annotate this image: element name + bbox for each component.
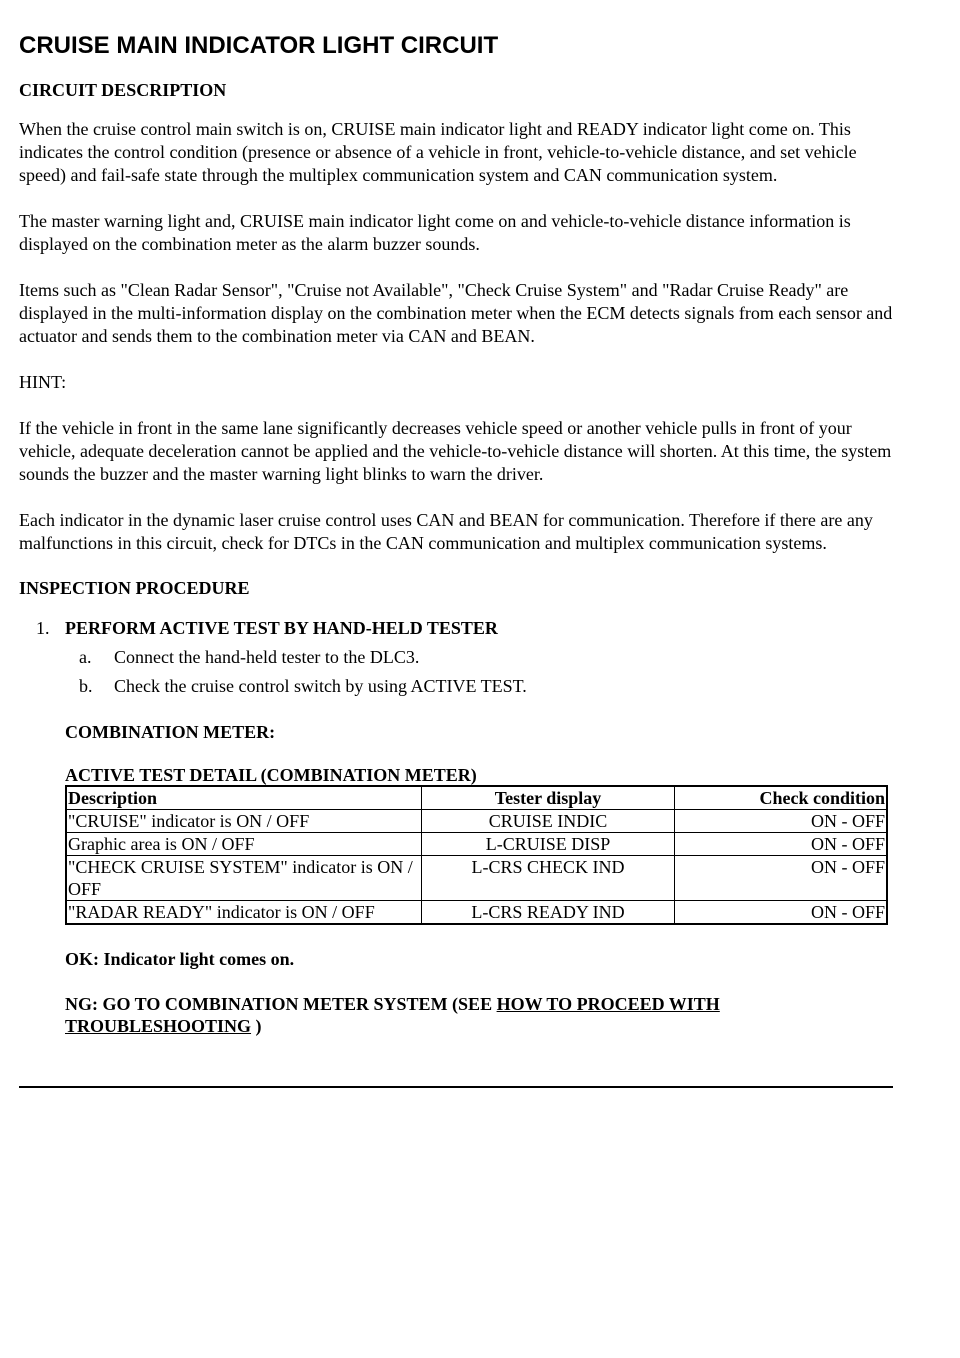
substep-b — [79, 675, 894, 698]
substep-letter: a. — [79, 647, 92, 667]
display-paragraph: Items such as "Clean Radar Sensor", "Cruise not Available", "Check Cruise System" and "Radar Cruise Ready" are displayed in the multi-information display on the combination meter when the ECM detects signals from each sensor and actuator and sends them to the combination meter via CAN and BEAN. — [19, 280, 893, 346]
step-title: PERFORM ACTIVE TEST BY HAND-HELD TESTER — [65, 618, 498, 638]
table-row — [66, 856, 887, 901]
step-number: 1. — [36, 618, 50, 638]
description-paragraph: When the cruise control main switch is on, CRUISE main indicator light and READY indicator light come on. This indicates the control condition (presence or absence of a vehicle in front, vehicle-to-vehicle distance, and set vehicle speed) and fail-safe state through the multiplex communication system and CAN communication system. — [19, 119, 857, 185]
substep-a — [79, 646, 894, 669]
bottom-divider — [19, 1086, 893, 1088]
header-check-condition: Check condition — [675, 786, 888, 810]
header-description: Description — [66, 786, 422, 810]
substep-text: Check the cruise control switch by using ACTIVE TEST. — [114, 676, 527, 696]
table-header-row — [66, 786, 887, 810]
combination-meter-label: COMBINATION METER: — [65, 722, 276, 742]
cell-check-condition: ON - OFF — [675, 833, 888, 856]
cell-description: "RADAR READY" indicator is ON / OFF — [66, 901, 422, 925]
substep-text: Connect the hand-held tester to the DLC3. — [114, 647, 420, 667]
cell-check-condition: ON - OFF — [675, 810, 888, 833]
cell-description: "CHECK CRUISE SYSTEM" indicator is ON / OFF — [66, 856, 422, 901]
hint-label: HINT: — [19, 372, 67, 392]
table-row — [66, 901, 887, 925]
cell-description: "CRUISE" indicator is ON / OFF — [66, 810, 422, 833]
cell-tester-display: L-CRS CHECK IND — [422, 856, 675, 901]
cell-check-condition: ON - OFF — [675, 901, 888, 925]
warning-paragraph: The master warning light and, CRUISE main indicator light come on and vehicle-to-vehicle distance information is displayed on the combination meter as the alarm buzzer sounds. — [19, 211, 851, 254]
header-tester-display: Tester display — [422, 786, 675, 810]
ng-prefix: NG: GO TO COMBINATION METER SYSTEM (SEE — [65, 994, 497, 1014]
table-row — [66, 810, 887, 833]
cell-check-condition: ON - OFF — [675, 856, 888, 901]
table-row — [66, 833, 887, 856]
ng-suffix: ) — [251, 1016, 262, 1036]
step-1 — [36, 617, 894, 640]
cell-description: Graphic area is ON / OFF — [66, 833, 422, 856]
communication-paragraph: Each indicator in the dynamic laser cruise control uses CAN and BEAN for communication. Therefore if there are any malfunctions in this circuit, check for DTCs in the CAN communication and multiplex communication systems. — [19, 510, 873, 553]
circuit-description-heading: CIRCUIT DESCRIPTION — [19, 80, 227, 100]
ng-result — [65, 993, 894, 1037]
ok-result: OK: Indicator light comes on. — [65, 949, 295, 969]
active-test-table — [65, 785, 888, 925]
troubleshooting-link[interactable]: HOW TO PROCEED WITH TROUBLESHOOTING — [65, 994, 720, 1036]
cell-tester-display: CRUISE INDIC — [422, 810, 675, 833]
table-caption: ACTIVE TEST DETAIL (COMBINATION METER) — [65, 765, 477, 785]
substep-letter: b. — [79, 676, 93, 696]
cell-tester-display: L-CRS READY IND — [422, 901, 675, 925]
document-page — [19, 0, 894, 1037]
inspection-procedure-heading: INSPECTION PROCEDURE — [19, 578, 250, 598]
hint-paragraph: If the vehicle in front in the same lane significantly decreases vehicle speed or another vehicle pulls in front of your vehicle, adequate deceleration cannot be applied and the vehicle-to-vehicle distance will shorten. At this time, the system sounds the buzzer and the master warning light blinks to warn the driver. — [19, 418, 892, 484]
page-title: CRUISE MAIN INDICATOR LIGHT CIRCUIT — [19, 32, 499, 59]
cell-tester-display: L-CRUISE DISP — [422, 833, 675, 856]
